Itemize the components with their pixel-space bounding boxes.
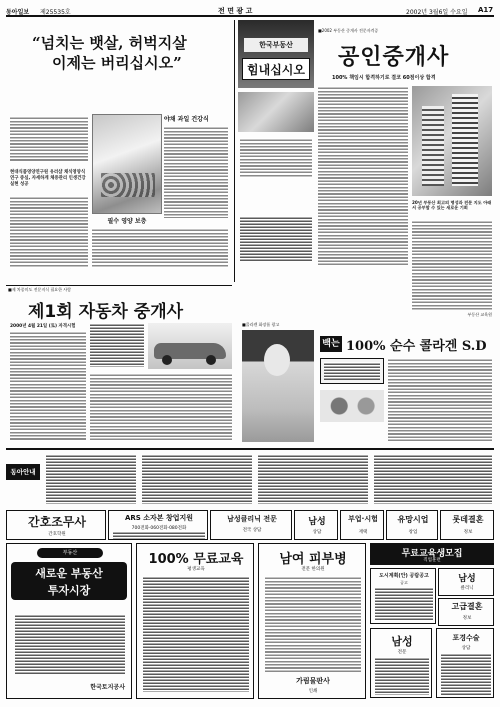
fair-details — [15, 614, 125, 674]
page-header — [6, 3, 494, 17]
ad-collagen — [238, 322, 494, 446]
classified-ad-3: 남성클리닉 전문 전국 상담 — [210, 510, 292, 540]
classified-ad-6: 유망시업 창업 — [386, 510, 438, 540]
realestate-body-text — [240, 138, 312, 178]
classified-text-3 — [258, 454, 368, 504]
fair-title-1: 새로운 부동산 — [35, 567, 103, 580]
car-schedule-text — [90, 373, 232, 441]
collagen-headline-prefix: 백는 — [320, 336, 342, 352]
collagen-headline: 100% 순수 콜라겐 S.D — [346, 339, 487, 354]
classified-label: 동아안내 — [6, 464, 40, 480]
realestate-banner: 한국부동산 — [244, 38, 308, 52]
collagen-kicker: ■콜라겐 화장품 광고 — [242, 322, 280, 327]
realestate-subtitle: 100% 책임시 합격하기로 결코 60점이상 합격 — [332, 75, 436, 81]
car-title: 제1회 자동차 중개사 — [28, 302, 184, 322]
realestate-stamp: 부동산 교육원 — [467, 312, 492, 317]
classified-ad-10: 무료교육생모집 직업훈련 — [370, 543, 494, 565]
fair-logo: 한국토지공사 — [90, 684, 125, 691]
car-info-text — [90, 323, 144, 367]
issue-number: 제25535호 — [40, 9, 71, 16]
realestate-kicker: ■2002 부동산 중개사 전문자격증 — [318, 28, 379, 33]
classified-ad-12: 남성 클리닉 — [438, 568, 494, 596]
diet-body-text-2 — [10, 196, 88, 268]
classified-ad-1: 간호조무사 간호학원 — [6, 510, 106, 540]
classified-ad-2: ARS 소자본 창업지원 700전화·060전화·080전화 — [108, 510, 208, 540]
diet-caption-1: 야채 과일 건강식 — [164, 116, 209, 123]
classified-text-4 — [374, 454, 492, 504]
diet-headline-2: 이제는 버리십시오” — [52, 54, 182, 72]
classified-ad-9: 남여 피부병 전문 한의원 가림물판사 인쇄 — [258, 543, 366, 699]
realestate-fair-ad — [6, 543, 132, 699]
classified-ad-16: 가림물판사 — [296, 677, 330, 685]
classified-ad-14: 남성 전문 — [370, 628, 432, 698]
page-number: A17 — [478, 6, 494, 14]
ad-diet — [6, 20, 232, 282]
classified-strip — [6, 452, 494, 508]
realestate-photo-apartments — [412, 86, 492, 196]
collagen-body-text — [388, 358, 492, 442]
realestate-title: 공인중개사 — [338, 44, 450, 70]
section-title: 전 면 광 고 — [218, 7, 253, 15]
classified-text-1 — [46, 454, 136, 504]
classified-ad-8: 100% 무료교육 평생교육 — [136, 543, 254, 699]
diet-photo-vegetables — [92, 114, 162, 214]
fair-title-2: 투자시장 — [47, 584, 91, 597]
realestate-side-body — [412, 220, 492, 310]
classified-ad-13: 고급결혼 정보 — [438, 598, 494, 626]
collagen-info-box — [320, 358, 384, 384]
realestate-sign: 힘내십시오 — [242, 58, 310, 80]
classified-text-2 — [142, 454, 252, 504]
classified-ad-5: 부업·시험 재택 — [340, 510, 384, 540]
ad-car-broker — [6, 287, 232, 445]
diet-subhead: 현대식품영양연구원 유러샵 채식영양식 연구 중심, 자세하게 체중관리 인생건강 실현 성공 — [10, 170, 86, 187]
diet-body-text — [10, 116, 88, 162]
realestate-features — [240, 216, 312, 262]
diet-caption-2: 필수 영양 보충 — [107, 218, 147, 225]
collagen-product-photo — [320, 390, 384, 422]
realestate-column-text — [318, 86, 408, 266]
car-body-text — [10, 331, 86, 441]
diet-body-text-3 — [92, 228, 228, 268]
ad-realestate — [238, 20, 494, 320]
classified-ad-15: 포경수술 상담 — [436, 628, 494, 698]
issue-date: 2002년 3월6일 수요일 — [406, 9, 468, 16]
classified-top-rule — [6, 448, 494, 450]
car-photo — [148, 323, 232, 369]
classified-ad-7: 롯데결혼 정보 — [440, 510, 494, 540]
realestate-side-text: 20년 부동산 최고의 명성과 전문 지도 아래서 공부할 수 있는 새로운 기회 — [412, 200, 492, 211]
collagen-model-photo — [242, 330, 314, 442]
diet-headline-1: “넘치는 뱃살, 허벅지살 — [32, 34, 187, 52]
masthead: 동아일보 — [6, 9, 30, 16]
realestate-photo-people — [238, 92, 314, 132]
car-kicker: ■제 차종미도 전문지식 필요한 사람 — [8, 287, 71, 292]
fair-banner: 부동산 — [37, 548, 103, 558]
column-divider — [234, 20, 235, 282]
diet-side-text — [164, 126, 228, 218]
classified-ad-4: 남성 상담 — [294, 510, 338, 540]
realestate-photo-sign — [238, 20, 314, 88]
car-date-line: 2000년 4월 21일 (토) 자격시험 — [10, 324, 76, 329]
classified-ad-11: 도시계획(안) 공람공고 공고 — [370, 568, 436, 624]
section-divider — [6, 285, 232, 286]
fair-title-block — [11, 562, 127, 600]
